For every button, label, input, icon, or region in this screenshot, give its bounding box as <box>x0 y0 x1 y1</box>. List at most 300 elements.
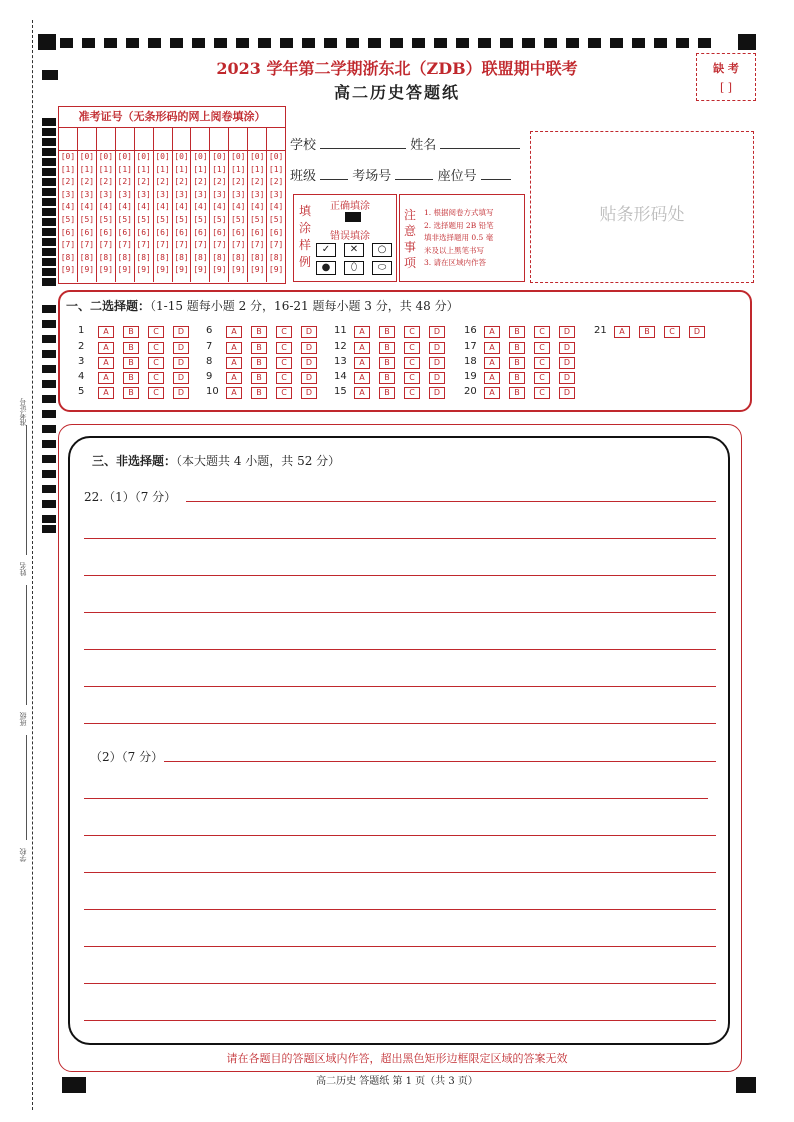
option-bubble[interactable]: A <box>98 342 114 354</box>
exam-digit-bubble[interactable]: [6] <box>212 227 227 237</box>
option-bubble[interactable]: D <box>429 387 445 399</box>
exam-digit-bubble[interactable]: [8] <box>155 252 170 262</box>
exam-digit-bubble[interactable]: [2] <box>174 177 189 187</box>
exam-digit-bubble[interactable]: [3] <box>117 189 132 199</box>
timing-mark <box>192 38 205 48</box>
side-label-exam-number: 准考证号 <box>19 398 27 426</box>
timing-mark <box>42 455 56 463</box>
option-bubble[interactable]: C <box>276 342 292 354</box>
option-bubble[interactable]: A <box>226 342 242 354</box>
option-bubble[interactable]: C <box>534 357 550 369</box>
exam-number-write-cell[interactable] <box>78 128 96 151</box>
option-bubble[interactable]: B <box>379 342 395 354</box>
exam-digit-bubble[interactable]: [4] <box>60 202 76 212</box>
exam-number-column[interactable] <box>59 128 78 282</box>
exam-digit-bubble[interactable]: [8] <box>60 252 76 262</box>
exam-digit-bubble[interactable]: [2] <box>193 177 208 187</box>
question-number: 6 <box>206 325 213 336</box>
exam-digit-bubble[interactable]: [3] <box>60 189 76 199</box>
exam-digit-bubble[interactable]: [3] <box>136 189 151 199</box>
exam-digit-bubble[interactable]: [9] <box>268 265 284 275</box>
exam-digit-bubble[interactable]: [0] <box>79 152 95 161</box>
exam-digit-bubble[interactable]: [6] <box>155 227 170 237</box>
option-bubble[interactable]: C <box>404 387 420 399</box>
exam-digit-bubble[interactable]: [6] <box>231 227 246 237</box>
answer-line[interactable] <box>84 872 716 873</box>
answer-line[interactable] <box>84 1020 716 1021</box>
option-bubble[interactable]: B <box>123 387 139 399</box>
class-field[interactable] <box>290 165 511 184</box>
option-bubble[interactable]: C <box>404 342 420 354</box>
exam-digit-bubble[interactable]: [1] <box>117 164 132 174</box>
exam-number-write-cell[interactable] <box>154 128 172 151</box>
exam-number-column[interactable] <box>210 128 229 282</box>
exam-number-column[interactable] <box>116 128 135 282</box>
option-bubble[interactable]: D <box>429 372 445 384</box>
wrong-check-icon: ✓ <box>316 243 336 257</box>
wrong-cross-icon: ✕ <box>344 243 364 257</box>
exam-digit-bubble[interactable]: [4] <box>98 202 114 212</box>
option-bubble[interactable]: C <box>534 372 550 384</box>
option-bubble[interactable]: B <box>379 372 395 384</box>
timing-mark <box>698 38 711 48</box>
answer-line[interactable] <box>84 798 708 799</box>
exam-digit-bubble[interactable]: [1] <box>155 164 170 174</box>
exam-digit-bubble[interactable]: [6] <box>98 227 114 237</box>
exam-digit-bubble[interactable]: [0] <box>193 152 208 161</box>
exam-digit-bubble[interactable]: [7] <box>136 240 151 250</box>
option-bubble[interactable]: B <box>509 326 525 338</box>
exam-digit-bubble[interactable]: [2] <box>79 177 95 187</box>
option-bubble[interactable]: D <box>429 357 445 369</box>
timing-mark <box>42 525 56 533</box>
option-bubble[interactable]: A <box>614 326 630 338</box>
exam-digit-bubble[interactable]: [3] <box>268 189 284 199</box>
essay-answer-box[interactable] <box>68 436 730 1045</box>
answer-line[interactable] <box>84 835 716 836</box>
corner-mark-top-left <box>38 34 56 50</box>
exam-digit-bubble[interactable]: [1] <box>249 164 265 174</box>
option-bubble[interactable]: A <box>226 326 242 338</box>
exam-digit-bubble[interactable]: [0] <box>98 152 114 161</box>
timing-mark <box>42 178 56 186</box>
option-bubble[interactable]: C <box>276 326 292 338</box>
timing-mark <box>302 38 315 48</box>
exam-digit-bubble[interactable]: [4] <box>155 202 170 212</box>
timing-mark <box>522 38 535 48</box>
option-bubble[interactable]: D <box>173 326 189 338</box>
option-bubble[interactable]: D <box>429 326 445 338</box>
answer-line[interactable] <box>84 649 716 650</box>
option-bubble[interactable]: D <box>689 326 705 338</box>
q22-part1-label: 22.（1）（7 分） <box>84 490 177 504</box>
exam-digit-bubble[interactable]: [8] <box>136 252 151 262</box>
exam-digit-bubble[interactable]: [0] <box>174 152 189 161</box>
option-bubble[interactable]: B <box>251 326 267 338</box>
exam-digit-bubble[interactable]: [8] <box>212 252 227 262</box>
option-bubble[interactable]: B <box>123 342 139 354</box>
exam-digit-bubble[interactable]: [1] <box>136 164 151 174</box>
exam-digit-bubble[interactable]: [9] <box>174 265 189 275</box>
option-bubble[interactable]: D <box>301 326 317 338</box>
binding-line <box>32 20 33 1110</box>
option-bubble[interactable]: B <box>123 357 139 369</box>
exam-digit-bubble[interactable]: [8] <box>249 252 265 262</box>
exam-digit-bubble[interactable]: [7] <box>155 240 170 250</box>
exam-number-column[interactable] <box>267 128 285 282</box>
option-bubble[interactable]: D <box>301 372 317 384</box>
exam-digit-bubble[interactable]: [9] <box>193 265 208 275</box>
exam-digit-bubble[interactable]: [9] <box>212 265 227 275</box>
option-bubble[interactable]: C <box>534 326 550 338</box>
exam-digit-bubble[interactable]: [9] <box>98 265 114 275</box>
option-bubble[interactable]: A <box>98 372 114 384</box>
exam-digit-bubble[interactable]: [8] <box>268 252 284 262</box>
exam-digit-bubble[interactable]: [0] <box>136 152 151 161</box>
option-bubble[interactable]: B <box>123 372 139 384</box>
question-number: 12 <box>334 341 347 352</box>
side-label-class: 班级 <box>19 712 27 726</box>
exam-digit-bubble[interactable]: [2] <box>155 177 170 187</box>
answer-line[interactable] <box>186 501 716 502</box>
exam-title: 2023 学年第二学期浙东北（ZDB）联盟期中联考 <box>216 59 578 78</box>
option-bubble[interactable]: C <box>404 357 420 369</box>
exam-digit-bubble[interactable]: [8] <box>174 252 189 262</box>
answer-line[interactable] <box>84 612 716 613</box>
exam-digit-bubble[interactable]: [6] <box>174 227 189 237</box>
option-bubble[interactable]: A <box>354 372 370 384</box>
exam-digit-bubble[interactable]: [1] <box>231 164 246 174</box>
fill-side-char: 涂 <box>299 221 312 235</box>
essay-title-bold: 三、非选择题： <box>92 454 177 468</box>
exam-digit-bubble[interactable]: [4] <box>136 202 151 212</box>
option-bubble[interactable]: D <box>173 387 189 399</box>
exam-digit-bubble[interactable]: [2] <box>117 177 132 187</box>
mc-title-rest: （1-15 题每小题 2 分，16-21 题每小题 3 分，共 48 分） <box>150 299 459 313</box>
exam-number-write-cell[interactable] <box>210 128 228 151</box>
exam-digit-bubble[interactable]: [8] <box>79 252 95 262</box>
exam-digit-bubble[interactable]: [6] <box>268 227 284 237</box>
exam-digit-bubble[interactable]: [4] <box>231 202 246 212</box>
exam-digit-bubble[interactable]: [6] <box>79 227 95 237</box>
exam-digit-bubble[interactable]: [0] <box>249 152 265 161</box>
exam-digit-bubble[interactable]: [4] <box>249 202 265 212</box>
exam-digit-bubble[interactable]: [0] <box>212 152 227 161</box>
exam-digit-bubble[interactable]: [6] <box>249 227 265 237</box>
exam-digit-bubble[interactable]: [5] <box>98 214 114 224</box>
exam-digit-bubble[interactable]: [4] <box>212 202 227 212</box>
option-bubble[interactable]: C <box>534 387 550 399</box>
exam-digit-bubble[interactable]: [3] <box>155 189 170 199</box>
question-number: 5 <box>78 386 85 397</box>
exam-digit-bubble[interactable]: [6] <box>60 227 76 237</box>
essay-title-rest: （本大题共 4 小题，共 52 分） <box>176 454 341 468</box>
exam-digit-bubble[interactable]: [4] <box>117 202 132 212</box>
exam-digit-bubble[interactable]: [8] <box>117 252 132 262</box>
exam-number-grid[interactable] <box>58 106 286 284</box>
answer-line[interactable] <box>84 538 716 539</box>
exam-digit-bubble[interactable]: [3] <box>249 189 265 199</box>
side-line-2 <box>26 585 27 705</box>
exam-digit-bubble[interactable]: [5] <box>79 214 95 224</box>
exam-digit-bubble[interactable]: [7] <box>249 240 265 250</box>
exam-number-write-cell[interactable] <box>267 128 285 151</box>
exam-digit-bubble[interactable]: [5] <box>136 214 151 224</box>
exam-digit-bubble[interactable]: [4] <box>174 202 189 212</box>
option-bubble[interactable]: A <box>484 372 500 384</box>
exam-number-write-cell[interactable] <box>135 128 153 151</box>
school-field[interactable] <box>290 134 520 153</box>
exam-digit-bubble[interactable]: [9] <box>231 265 246 275</box>
timing-mark <box>42 138 56 146</box>
exam-digit-bubble[interactable]: [0] <box>60 152 76 161</box>
exam-digit-bubble[interactable]: [5] <box>117 214 132 224</box>
exam-digit-bubble[interactable]: [5] <box>268 214 284 224</box>
question-number: 19 <box>464 371 477 382</box>
exam-number-write-cell[interactable] <box>97 128 115 151</box>
exam-digit-bubble[interactable]: [1] <box>268 164 284 174</box>
option-bubble[interactable]: D <box>429 342 445 354</box>
exam-digit-bubble[interactable]: [9] <box>117 265 132 275</box>
option-bubble[interactable]: A <box>484 387 500 399</box>
option-bubble[interactable]: A <box>484 357 500 369</box>
option-bubble[interactable]: C <box>148 372 164 384</box>
answer-line[interactable] <box>84 946 716 947</box>
option-bubble[interactable]: C <box>276 372 292 384</box>
exam-digit-bubble[interactable]: [0] <box>231 152 246 161</box>
option-bubble[interactable]: C <box>276 357 292 369</box>
exam-digit-bubble[interactable]: [8] <box>193 252 208 262</box>
option-bubble[interactable]: B <box>251 357 267 369</box>
exam-digit-bubble[interactable]: [8] <box>98 252 114 262</box>
exam-digit-bubble[interactable]: [1] <box>60 164 76 174</box>
exam-number-column[interactable] <box>173 128 192 282</box>
exam-number-write-cell[interactable] <box>173 128 191 151</box>
question-number: 7 <box>206 341 213 352</box>
sheet-subtitle: 高二历史答题纸 <box>333 83 460 102</box>
question-number: 1 <box>78 325 85 336</box>
question-number: 11 <box>334 325 347 336</box>
exam-number-column[interactable] <box>154 128 173 282</box>
exam-digit-bubble[interactable]: [7] <box>98 240 114 250</box>
option-bubble[interactable]: B <box>509 342 525 354</box>
option-bubble[interactable]: A <box>354 387 370 399</box>
exam-digit-bubble[interactable]: [7] <box>60 240 76 250</box>
option-bubble[interactable]: D <box>559 372 575 384</box>
exam-number-column[interactable] <box>135 128 154 282</box>
option-bubble[interactable]: D <box>559 357 575 369</box>
exam-digit-bubble[interactable]: [6] <box>117 227 132 237</box>
exam-digit-bubble[interactable]: [1] <box>79 164 95 174</box>
option-bubble[interactable]: A <box>354 326 370 338</box>
option-bubble[interactable]: B <box>379 326 395 338</box>
exam-number-write-cell[interactable] <box>59 128 77 151</box>
exam-digit-bubble[interactable]: [2] <box>249 177 265 187</box>
exam-digit-bubble[interactable]: [2] <box>231 177 246 187</box>
exam-number-column[interactable] <box>191 128 210 282</box>
timing-mark <box>500 38 513 48</box>
exam-digit-bubble[interactable]: [3] <box>193 189 208 199</box>
option-bubble[interactable]: D <box>559 342 575 354</box>
exam-digit-bubble[interactable]: [5] <box>249 214 265 224</box>
exam-digit-bubble[interactable]: [4] <box>268 202 284 212</box>
exam-digit-bubble[interactable]: [3] <box>231 189 246 199</box>
option-bubble[interactable]: B <box>379 357 395 369</box>
timing-mark <box>588 38 601 48</box>
exam-digit-bubble[interactable]: [8] <box>231 252 246 262</box>
option-bubble[interactable]: A <box>98 326 114 338</box>
exam-digit-bubble[interactable]: [2] <box>60 177 76 187</box>
fill-side-char: 例 <box>299 255 312 269</box>
option-bubble[interactable]: B <box>509 372 525 384</box>
exam-digit-bubble[interactable]: [4] <box>79 202 95 212</box>
timing-mark <box>42 425 56 433</box>
option-bubble[interactable]: D <box>301 342 317 354</box>
exam-number-write-cell[interactable] <box>116 128 134 151</box>
exam-digit-bubble[interactable]: [9] <box>155 265 170 275</box>
exam-digit-bubble[interactable]: [7] <box>268 240 284 250</box>
exam-digit-bubble[interactable]: [5] <box>60 214 76 224</box>
exam-digit-bubble[interactable]: [7] <box>174 240 189 250</box>
exam-digit-bubble[interactable]: [2] <box>212 177 227 187</box>
exam-number-column[interactable] <box>248 128 267 282</box>
option-bubble[interactable]: C <box>148 357 164 369</box>
exam-digit-bubble[interactable]: [7] <box>117 240 132 250</box>
exam-digit-bubble[interactable]: [5] <box>174 214 189 224</box>
notes-side-char: 意 <box>404 224 417 238</box>
exam-digit-bubble[interactable]: [0] <box>155 152 170 161</box>
option-bubble[interactable]: C <box>534 342 550 354</box>
exam-digit-bubble[interactable]: [9] <box>79 265 95 275</box>
timing-mark <box>42 238 56 246</box>
option-bubble[interactable]: B <box>123 326 139 338</box>
exam-digit-bubble[interactable]: [4] <box>193 202 208 212</box>
option-bubble[interactable]: D <box>173 342 189 354</box>
option-bubble[interactable]: A <box>226 357 242 369</box>
exam-number-column[interactable] <box>229 128 248 282</box>
exam-digit-bubble[interactable]: [1] <box>193 164 208 174</box>
exam-digit-bubble[interactable]: [5] <box>193 214 208 224</box>
exam-digit-bubble[interactable]: [2] <box>136 177 151 187</box>
option-bubble[interactable]: C <box>404 372 420 384</box>
answer-line[interactable] <box>84 575 716 576</box>
option-bubble[interactable]: A <box>484 326 500 338</box>
timing-mark <box>610 38 623 48</box>
exam-digit-bubble[interactable]: [9] <box>249 265 265 275</box>
timing-mark <box>42 168 56 176</box>
option-bubble[interactable]: A <box>98 357 114 369</box>
timing-mark <box>42 335 56 343</box>
option-bubble[interactable]: C <box>404 326 420 338</box>
class-label: 班级 <box>290 169 317 184</box>
exam-digit-bubble[interactable]: [5] <box>212 214 227 224</box>
option-bubble[interactable]: A <box>484 342 500 354</box>
exam-digit-bubble[interactable]: [7] <box>193 240 208 250</box>
option-bubble[interactable]: D <box>301 357 317 369</box>
answer-line[interactable] <box>84 686 716 687</box>
exam-digit-bubble[interactable]: [7] <box>212 240 227 250</box>
option-bubble[interactable]: D <box>559 387 575 399</box>
answer-line[interactable] <box>84 983 716 984</box>
answer-line[interactable] <box>84 909 716 910</box>
option-bubble[interactable]: C <box>148 326 164 338</box>
exam-digit-bubble[interactable]: [6] <box>136 227 151 237</box>
exam-number-column[interactable] <box>78 128 97 282</box>
option-bubble[interactable]: D <box>301 387 317 399</box>
mc-title <box>66 297 459 314</box>
option-bubble[interactable]: C <box>276 387 292 399</box>
option-bubble[interactable]: B <box>509 357 525 369</box>
exam-digit-bubble[interactable]: [7] <box>231 240 246 250</box>
option-bubble[interactable]: B <box>251 342 267 354</box>
option-bubble[interactable]: A <box>226 387 242 399</box>
exam-digit-bubble[interactable]: [7] <box>79 240 95 250</box>
exam-digit-bubble[interactable]: [3] <box>98 189 114 199</box>
option-bubble[interactable]: D <box>173 357 189 369</box>
exam-number-write-cell[interactable] <box>229 128 247 151</box>
exam-digit-bubble[interactable]: [3] <box>212 189 227 199</box>
timing-mark <box>478 38 491 48</box>
answer-line[interactable] <box>84 723 716 724</box>
option-bubble[interactable]: B <box>379 387 395 399</box>
exam-digit-bubble[interactable]: [1] <box>98 164 114 174</box>
exam-digit-bubble[interactable]: [5] <box>155 214 170 224</box>
question-number: 16 <box>464 325 477 336</box>
exam-number-write-cell[interactable] <box>191 128 209 151</box>
option-bubble[interactable]: B <box>251 372 267 384</box>
answer-line[interactable] <box>164 761 716 762</box>
option-bubble[interactable]: B <box>639 326 655 338</box>
exam-digit-bubble[interactable]: [9] <box>60 265 76 275</box>
exam-digit-bubble[interactable]: [9] <box>136 265 151 275</box>
option-bubble[interactable]: A <box>226 372 242 384</box>
side-label-name: 姓名 <box>19 562 27 576</box>
exam-digit-bubble[interactable]: [6] <box>193 227 208 237</box>
option-bubble[interactable]: A <box>98 387 114 399</box>
exam-digit-bubble[interactable]: [2] <box>98 177 114 187</box>
timing-mark <box>42 515 56 523</box>
option-bubble[interactable]: C <box>148 387 164 399</box>
absent-box[interactable] <box>696 53 756 101</box>
fill-side-char: 填 <box>299 204 312 218</box>
timing-mark <box>412 38 425 48</box>
exam-digit-bubble[interactable]: [3] <box>79 189 95 199</box>
option-bubble[interactable]: A <box>354 357 370 369</box>
option-bubble[interactable]: C <box>148 342 164 354</box>
option-bubble[interactable]: B <box>251 387 267 399</box>
option-bubble[interactable]: C <box>664 326 680 338</box>
exam-digit-bubble[interactable]: [2] <box>268 177 284 187</box>
option-bubble[interactable]: B <box>509 387 525 399</box>
timing-mark <box>42 118 56 126</box>
option-bubble[interactable]: A <box>354 342 370 354</box>
exam-digit-bubble[interactable]: [0] <box>268 152 284 161</box>
wrong-ellipse-icon: ⬭ <box>372 261 392 275</box>
exam-digit-bubble[interactable]: [0] <box>117 152 132 161</box>
exam-digit-bubble[interactable]: [5] <box>231 214 246 224</box>
exam-digit-bubble[interactable]: [1] <box>212 164 227 174</box>
side-label-school: 学校 <box>19 848 27 862</box>
option-bubble[interactable]: D <box>559 326 575 338</box>
exam-digit-bubble[interactable]: [1] <box>174 164 189 174</box>
timing-mark <box>42 440 56 448</box>
exam-digit-bubble[interactable]: [3] <box>174 189 189 199</box>
option-bubble[interactable]: D <box>173 372 189 384</box>
exam-number-write-cell[interactable] <box>248 128 266 151</box>
exam-number-column[interactable] <box>97 128 116 282</box>
timing-mark <box>104 38 117 48</box>
timing-mark <box>42 228 56 236</box>
